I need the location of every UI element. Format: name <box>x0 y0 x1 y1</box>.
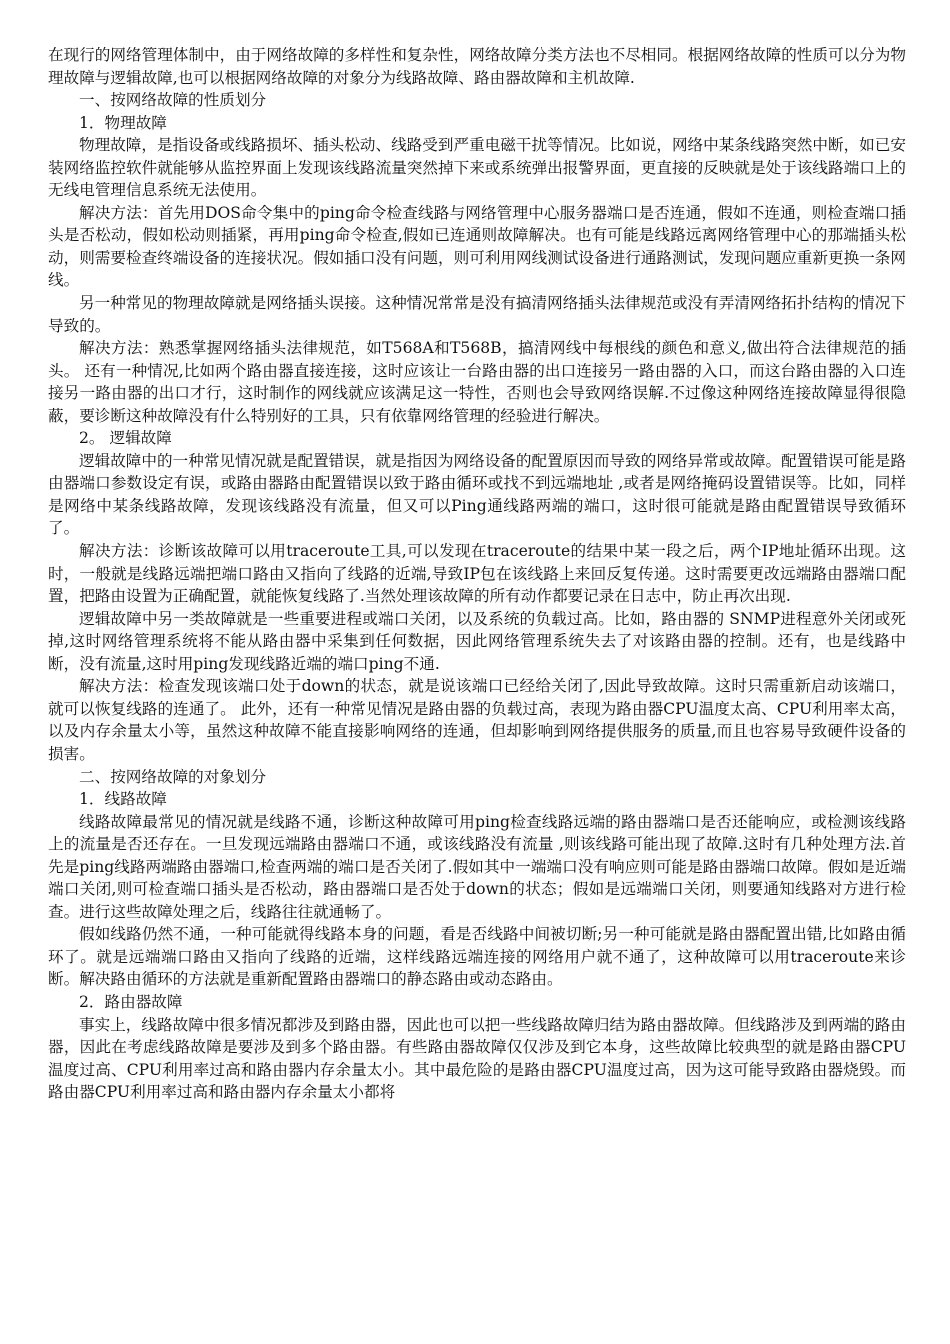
body-paragraph: 物理故障，是指设备或线路损坏、插头松动、线路受到严重电磁干扰等情况。比如说，网络中某条线路突然中断，如已安装网络监控软件就能够从监控界面上发现该线路流量突然掉下来或系统弹出报警界面，更直接的反映就是处于该线路端口上的无线电管理信息系统无法使用。 <box>48 136 906 200</box>
intro-paragraph: 在现行的网络管理体制中，由于网络故障的多样性和复杂性，网络故障分类方法也不尽相同。根据网络故障的性质可以分为物理故障与逻辑故障,也可以根据网络故障的对象分为线路故障、路由器故障和主机故障. <box>48 46 906 87</box>
subsection-heading-line-fault: 1．线路故障 <box>79 790 167 809</box>
body-paragraph: 逻辑故障中另一类故障就是一些重要进程或端口关闭，以及系统的负载过高。比如，路由器的 SNMP进程意外关闭或死掉,这时网络管理系统将不能从路由器中采集到任何数据，因此网络管理系统失去了对该路由器的控制。还有，也是线路中断，没有流量,这时用ping发现线路近端的端口ping不通. <box>48 609 906 673</box>
body-paragraph: 解决方法：首先用DOS命令集中的ping命令检查线路与网络管理中心服务器端口是否连通，假如不连通，则检查端口插头是否松动，假如松动则插紧，再用ping命令检查,假如已连通则故障解决。也有可能是线路远离网络管理中心的那端插头松动，则需要检查终端设备的连接状况。假如插口没有问题，则可利用网线测试设备进行通路测试，发现问题应重新更换一条网线。 <box>48 203 906 290</box>
body-paragraph: 线路故障最常见的情况就是线路不通，诊断这种故障可用ping检查线路远端的路由器端口是否还能响应，或检测该线路上的流量是否还存在。一旦发现远端路由器端口不通，或该线路没有流量 ,则该线路可能出现了故障.这时有几种处理方法.首先是ping线路两端路由器端口,检查两端的端口是否关闭了.假如其中一端端口没有响应则可能是路由器端口故障。假如是近端端口关闭,则可检查端口插头是否松动，路由器端口是否处于down的状态；假如是远端端口关闭，则要通知线路对方进行检查。进行这些故障处理之后，线路往往就通畅了。 <box>48 812 906 921</box>
section-heading-by-nature: 一、按网络故障的性质划分 <box>79 91 267 110</box>
section-heading-by-object: 二、按网络故障的对象划分 <box>79 767 267 786</box>
body-paragraph: 解决方法：检查发现该端口处于down的状态，就是说该端口已经给关闭了,因此导致故障。这时只需重新启动该端口，就可以恢复线路的连通了。 此外，还有一种常见情况是路由器的负载过高，表现为路由器CPU温度太高、CPU利用率太高，以及内存余量太小等，虽然这种故障不能直接影响网络的连通，但却影响到网络提供服务的质量,而且也容易导致硬件设备的损害。 <box>48 677 906 763</box>
body-paragraph: 另一种常见的物理故障就是网络插头误接。这种情况常常是没有搞清网络插头法律规范或没有弄清网络拓扑结构的情况下导致的。 <box>48 294 906 335</box>
subsection-heading-physical-fault: 1．物理故障 <box>79 113 167 132</box>
body-paragraph: 事实上，线路故障中很多情况都涉及到路由器，因此也可以把一些线路故障归结为路由器故障。但线路涉及到两端的路由器，因此在考虑线路故障是要涉及到多个路由器。有些路由器故障仅仅涉及到它本身，这些故障比较典型的就是路由器CPU温度过高、CPU利用率过高和路由器内存余量太小。其中最危险的是路由器CPU温度过高，因为这可能导致路由器烧毁。而路由器CPU利用率过高和路由器内存余量太小都将 <box>48 1015 906 1102</box>
body-paragraph: 解决方法：熟悉掌握网络插头法律规范，如T568A和T568B，搞清网线中每根线的颜色和意义,做出符合法律规范的插头。 还有一种情况,比如两个路由器直接连接，这时应该让一台路由器的出口连接另一路由器的入口，而这台路由器的入口连接另一路由器的出口才行，这时制作的网线就应该满足这一特性，否则也会导致网络误解.不过像这种网络连接故障显得很隐蔽，要诊断这种故障没有什么特别好的工具，只有依靠网络管理的经验进行解决。 <box>48 339 906 425</box>
body-paragraph: 假如线路仍然不通，一种可能就得线路本身的问题，看是否线路中间被切断;另一种可能就是路由器配置出错,比如路由循环了。就是远端端口路由又指向了线路的近端，这样线路远端连接的网络用户就不通了，这种故障可以用traceroute来诊断。解决路由循环的方法就是重新配置路由器端口的静态路由或动态路由。 <box>48 925 906 989</box>
body-paragraph: 解决方法：诊断该故障可以用traceroute工具,可以发现在traceroute的结果中某一段之后，两个IP地址循环出现。这时，一般就是线路远端把端口路由又指向了线路的近端,导致IP包在该线路上来回反复传递。这时需要更改远端路由器端口配置，把路由设置为正确配置，就能恢复线路了.当然处理该故障的所有动作都要记录在日志中，防止再次出现. <box>48 542 906 606</box>
subsection-heading-router-fault: 2．路由器故障 <box>79 992 183 1011</box>
body-paragraph: 逻辑故障中的一种常见情况就是配置错误，就是指因为网络设备的配置原因而导致的网络异常或故障。配置错误可能是路由器端口参数设定有误，或路由器路由配置错误以致于路由循环或找不到远端地址 ,或者是网络掩码设置错误等。比如，同样是网络中某条线路故障，发现该线路没有流量，但又可以Ping通线路两端的端口，这时很可能就是路由配置错误导致循环了。 <box>48 451 906 538</box>
subsection-heading-logical-fault: 2。 逻辑故障 <box>79 429 172 448</box>
